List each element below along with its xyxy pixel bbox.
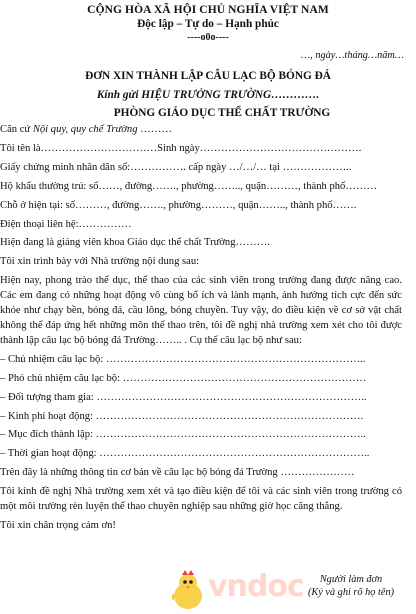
thanks-line: Tôi xin chân trọng cảm ơn! [0,519,116,531]
document-title: ĐƠN XIN THÀNH LẬP CÂU LẠC BỘ BÓNG ĐÁ [85,70,331,82]
name-line: Tôi tên là……………………………Sinh ngày………………………………………. [0,142,362,154]
signature-block [296,573,406,599]
household-line: Hộ khẩu thường trú: số……, đường……., phường…….., quận………, thành phố……… [0,180,378,192]
signature-label: Người làm đơn [319,574,383,585]
club-vice-chair-line: – Phó chủ nhiệm câu lạc bộ: …………………………………………………………… [0,372,367,384]
recipient-department: PHÒNG GIÁO DỤC THỂ CHẤT TRƯỜNG [113,107,331,119]
schedule-line: – Thời gian hoạt động: ………………………………………………………………….. [0,448,370,460]
basis-line [0,123,402,138]
date-line: …, ngày…tháng…năm… [301,50,404,61]
id-card-line: Giấy chứng minh nhân dân số:……………. cấp ngày …/…/… tại ……………….. [0,161,352,173]
participants-line: – Đối tượng tham gia: ………………………………………………………………….. [0,391,367,403]
club-chair-line: – Chủ nhiệm câu lạc bộ: ……………………………………………………………….. [0,353,366,365]
position-line: Hiện đang là giảng viên khoa Giáo dục thể chất Trường………. [0,237,270,249]
basis-prefix: Căn cứ [0,124,33,135]
request-paragraph: Tôi kính đề nghị Nhà trường xem xét và tạo điều kiện để tôi và các sinh viên trong trường có một môi trường rèn luyện thể thao chuyên nghiệp sau những giờ học căng thẳng. [0,486,402,513]
phone-line: Điện thoại liên hệ:…………… [0,218,132,230]
signature-hint: (Ký và ghi rõ họ tên) [307,587,395,598]
form-body [0,123,402,538]
recipient-principal: Kính gửi HIỆU TRƯỞNG TRƯỜNG…………. [96,89,320,101]
watermark-logo: vndoc [208,569,304,604]
motto-heading: Độc lập – Tự do – Hạnh phúc [137,18,279,30]
basis-regulation: Nội quy, quy chế Trường [32,124,138,135]
basis-suffix: ……… [137,124,172,135]
funding-line: – Kinh phí hoạt động: …………………………………………………………………. [0,410,364,422]
nation-heading: CỘNG HÒA XÃ HỘI CHỦ NGHĨA VIỆT NAM [87,4,329,16]
presentation-line: Tôi xin trình bày với Nhà trường nội dung sau: [0,256,200,268]
purpose-line: – Mục đích thành lập: ………………………………………………………………….. [0,429,366,441]
mascot-chick-icon [168,569,208,613]
heading-divider: ----o0o---- [187,32,229,43]
reason-paragraph: Hiện nay, phong trào thể dục, thể thao của các sinh viên trong trường đang được nâng cao. Các em đang có những hoạt động vô cùng bổ ích và lành mạnh, ảnh hưởng tích cực đến sức khỏe như chạy bền, bóng đá, cầu lông, bóng chuyền. Tuy vậy, do điều kiện về cơ sở vật chất không thể đáp ứng hết những môn thể thao trên, tôi đề nghị nhà trường xem xét cho tôi được thành lập câu lạc bộ bóng đá Trường…….. . Cụ thể câu lạc bộ như sau: [0,275,402,346]
summary-line: Trên đây là những thông tin cơ bản về câu lạc bộ bóng đá Trường ………………… [0,467,355,479]
current-address-line: Chỗ ở hiện tại: số………, đường……., phường………, quận…….., thành phố……. [0,199,357,211]
